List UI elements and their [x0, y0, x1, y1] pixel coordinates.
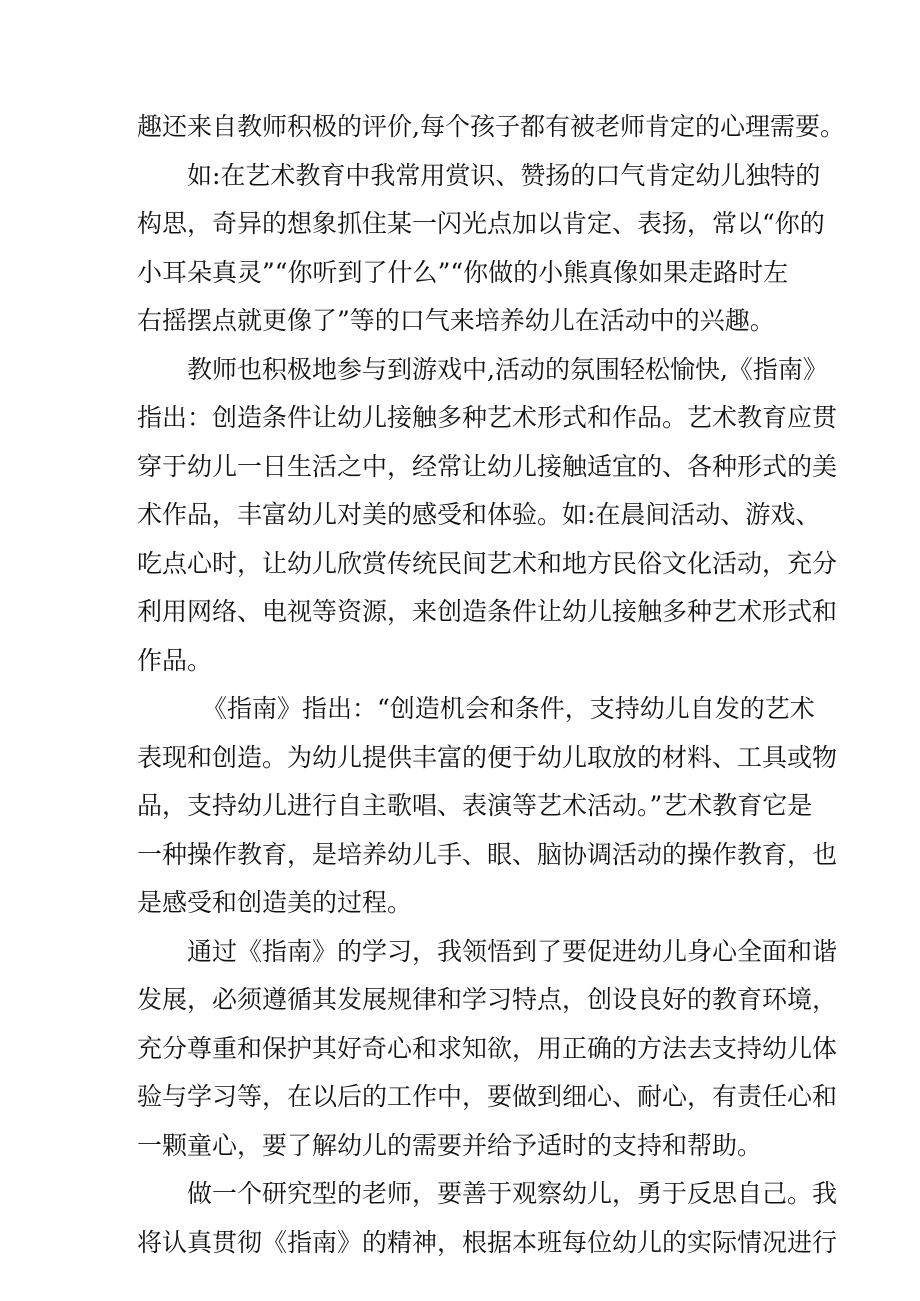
text-line: 利用网络、电视等资源，来创造条件让幼儿接触多种艺术形式和: [137, 597, 838, 626]
text-line: 吃点心时，让幼儿欣赏传统民间艺术和地方民俗文化活动，充分: [137, 548, 838, 578]
text-line: 如:在艺术教育中我常用赏识、赞扬的口气肯定幼儿独特的: [187, 160, 821, 190]
text-line: 一颗童心，要了解幼儿的需要并给予适时的支持和帮助。: [137, 1130, 763, 1160]
text-line: 表现和创造。为幼儿提供丰富的便于幼儿取放的材料、工具或物: [137, 742, 838, 772]
text-line: 品，支持幼儿进行自主歌唱、表演等艺术活动。”艺术教育它是: [137, 791, 813, 820]
text-line: 穿于幼儿一日生活之中，经常让幼儿接触适宜的、各种形式的美: [137, 451, 838, 481]
text-line: 教师也积极地参与到游戏中,活动的氛围轻松愉快,《指南》: [187, 354, 828, 384]
text-line: 做一个研究型的老师，要善于观察幼儿，勇于反思自己。我: [187, 1179, 838, 1208]
text-line: 一种操作教育，是培养幼儿手、眼、脑协调活动的操作教育，也: [137, 839, 838, 869]
text-line: 趣还来自教师积极的评价,每个孩子都有被老师肯定的心理需要。: [137, 112, 845, 141]
text-line: 小耳朵真灵”“你听到了什么”“你做的小熊真像如果走路时左: [137, 257, 789, 287]
text-line: 验与学习等，在以后的工作中，要做到细心、耐心，有责任心和: [137, 1082, 838, 1111]
text-line: 发展，必须遵循其发展规律和学习特点，创设良好的教育环境，: [137, 985, 838, 1014]
text-line: 构思，奇异的想象抓住某一闪光点加以肯定、表扬，常以“你的: [137, 209, 825, 238]
text-line: 将认真贯彻《指南》的精神，根据本班每位幼儿的实际情况进行: [137, 1227, 838, 1257]
text-line: 是感受和创造美的过程。: [137, 888, 413, 917]
text-line: 术作品，丰富幼儿对美的感受和体验。如:在晨间活动、游戏、: [137, 500, 821, 529]
text-line: 充分尊重和保护其好奇心和求知欲，用正确的方法去支持幼儿体: [137, 1033, 838, 1063]
body-text: [137, 103, 845, 1267]
text-line: 《指南》指出：“创造机会和条件，支持幼儿自发的艺术: [202, 694, 815, 723]
text-line: 作品。: [137, 645, 213, 675]
text-line: 通过《指南》的学习，我领悟到了要促进幼儿身心全面和谐: [187, 936, 838, 966]
text-line: 右摇摆点就更像了”等的口气来培养幼儿在活动中的兴趣。: [137, 306, 775, 335]
text-line: 指出：创造条件让幼儿接触多种艺术形式和作品。艺术教育应贯: [137, 403, 838, 432]
